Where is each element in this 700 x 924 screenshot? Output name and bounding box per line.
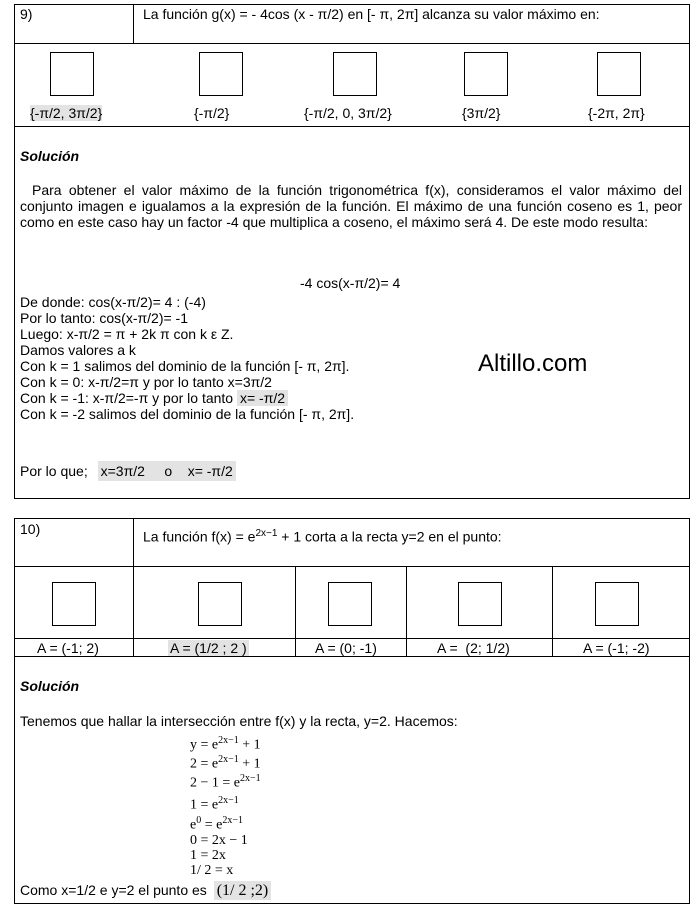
q9-header-bottom (14, 43, 690, 44)
q10-intro: Tenemos que hallar la intersección entre f(x) y la recta, y=2. Hacemos: (20, 713, 458, 729)
q10-conclusion-prefix: Como x=1/2 e y=2 el punto es (20, 882, 207, 898)
q9-option-1-checkbox[interactable] (50, 52, 94, 96)
q10-option-4-label: A = (2; 1/2) (437, 640, 510, 656)
q10-conclusion-answer: (1/ 2 ;2) (214, 881, 272, 900)
q9-option-4-checkbox[interactable] (464, 52, 508, 96)
q9-question: La función g(x) = - 4cos (x - π/2) en [- π, 2π] alcanza su valor máximo en: (143, 6, 600, 22)
q10-option-1-checkbox[interactable] (52, 582, 96, 626)
q10-step-4-pre: 1 = e (190, 797, 219, 813)
q10-step-7: 1 = 2x (190, 848, 226, 863)
q9-equation: -4 cos(x-π/2)= 4 (300, 275, 401, 291)
q10-option-1-label: A = (-1; 2) (37, 640, 99, 656)
q10-options-mid (14, 638, 690, 639)
q10-option-3-label: A = (0; -1) (315, 640, 377, 656)
q9-line-1: De donde: cos(x-π/2)= 4 : (-4) (20, 294, 206, 310)
q9-line-5: Con k = 1 salimos del dominio de la función [- π, 2π]. (20, 358, 350, 374)
q9-number: 9) (20, 6, 33, 22)
q9-line-4: Damos valores a k (20, 342, 136, 358)
q9-watermark: Altillo.com (478, 350, 588, 377)
q10-step-4-exp: 2x−1 (218, 795, 239, 806)
q10-step-2-exp: 2x−1 (218, 754, 239, 765)
q10-header-divider (133, 518, 134, 566)
q9-option-3-label: {-π/2, 0, 3π/2} (304, 105, 392, 121)
q10-col-div-1 (133, 566, 134, 656)
q9-solution-paragraph: Para obtener el valor máximo de la función trigonométrica f(x), consideramos el valor máximo del conjunto imagen e igualamos a la expresión de la función. El máximo de una función coseno es 1, peor como en este caso hay un factor -4 que multiplica a coseno, el máximo será 4. De este modo resulta: (20, 182, 682, 230)
q10-step-3-pre: 2 − 1 = e (190, 775, 241, 791)
q10-option-2-label: A = (1/2 ; 2 ) (170, 640, 247, 656)
q10-block (14, 518, 690, 904)
q10-option-5-checkbox[interactable] (595, 582, 639, 626)
q10-step-1-exp: 2x−1 (218, 735, 239, 746)
q10-question-exp: 2x−1 (255, 528, 278, 539)
q9-line-8: Con k = -2 salimos del dominio de la función [- π, 2π]. (20, 406, 355, 422)
q9-options-bottom (14, 126, 690, 127)
q10-step-8: 1/ 2 = x (190, 863, 234, 878)
q9-line-6: Con k = 0: x-π/2=π y por lo tanto x=3π/2 (20, 374, 272, 390)
q10-question-prefix: La función f(x) = e (143, 528, 256, 545)
q10-step-2 (190, 754, 261, 773)
q10-step-1-post: + 1 (238, 737, 261, 753)
q9-option-1-label: {-π/2, 3π/2} (30, 105, 103, 121)
q10-col-div-3 (406, 566, 407, 656)
q10-step-5-post: = e (201, 817, 223, 833)
q9-conclusion (20, 463, 236, 479)
q9-header-divider (133, 4, 134, 43)
q10-step-6: 0 = 2x − 1 (190, 833, 248, 848)
q10-step-1 (190, 735, 261, 754)
q9-option-2-label: {-π/2} (194, 105, 230, 121)
q10-step-5-exp2: 2x−1 (222, 815, 243, 826)
q10-options-bottom (14, 656, 690, 657)
q10-step-3 (190, 773, 261, 792)
q9-option-4-label: {3π/2} (462, 105, 501, 121)
q9-option-3-checkbox[interactable] (333, 52, 377, 96)
q10-number: 10) (20, 521, 41, 537)
q10-option-3-checkbox[interactable] (328, 582, 372, 626)
q9-option-5-label: {-2π, 2π} (588, 105, 645, 121)
q10-step-1-pre: y = e (190, 737, 219, 753)
q10-col-div-4 (552, 566, 553, 656)
q10-option-5-label: A = (-1; -2) (583, 640, 650, 656)
q10-option-4-checkbox[interactable] (458, 582, 502, 626)
q9-option-2-checkbox[interactable] (199, 52, 243, 96)
q10-question-suffix: + 1 corta a la recta y=2 en el punto: (277, 528, 502, 545)
q10-option-2-checkbox[interactable] (198, 582, 242, 626)
q10-step-5 (190, 815, 243, 834)
q9-option-5-checkbox[interactable] (597, 52, 641, 96)
q10-step-5-pre: e (190, 817, 197, 833)
q10-header-bottom (14, 566, 690, 567)
q9-line-2: Por lo tanto: cos(x-π/2)= -1 (20, 310, 188, 326)
q9-line-7 (20, 390, 288, 406)
q9-line-7-highlight: x= -π/2 (237, 390, 288, 406)
q9-line-7-text: Con k = -1: x-π/2=-π y por lo tanto (20, 390, 234, 406)
q10-solution-title: Solución (20, 678, 80, 694)
q10-col-div-2 (295, 566, 296, 656)
q10-step-3-exp: 2x−1 (240, 773, 261, 784)
q10-conclusion (20, 882, 271, 900)
q9-conclusion-prefix: Por lo que; (20, 463, 88, 479)
q9-conclusion-answer: x=3π/2 o x= -π/2 (98, 461, 236, 481)
q10-step-4 (190, 795, 239, 814)
q9-solution-title: Solución (20, 148, 80, 164)
q10-step-2-post: + 1 (238, 756, 261, 772)
q10-step-2-pre: 2 = e (190, 756, 219, 772)
q9-line-3: Luego: x-π/2 = π + 2k π con k ε Z. (20, 326, 234, 342)
q10-question (143, 528, 502, 545)
q10-step-5-exp: 0 (196, 815, 202, 826)
